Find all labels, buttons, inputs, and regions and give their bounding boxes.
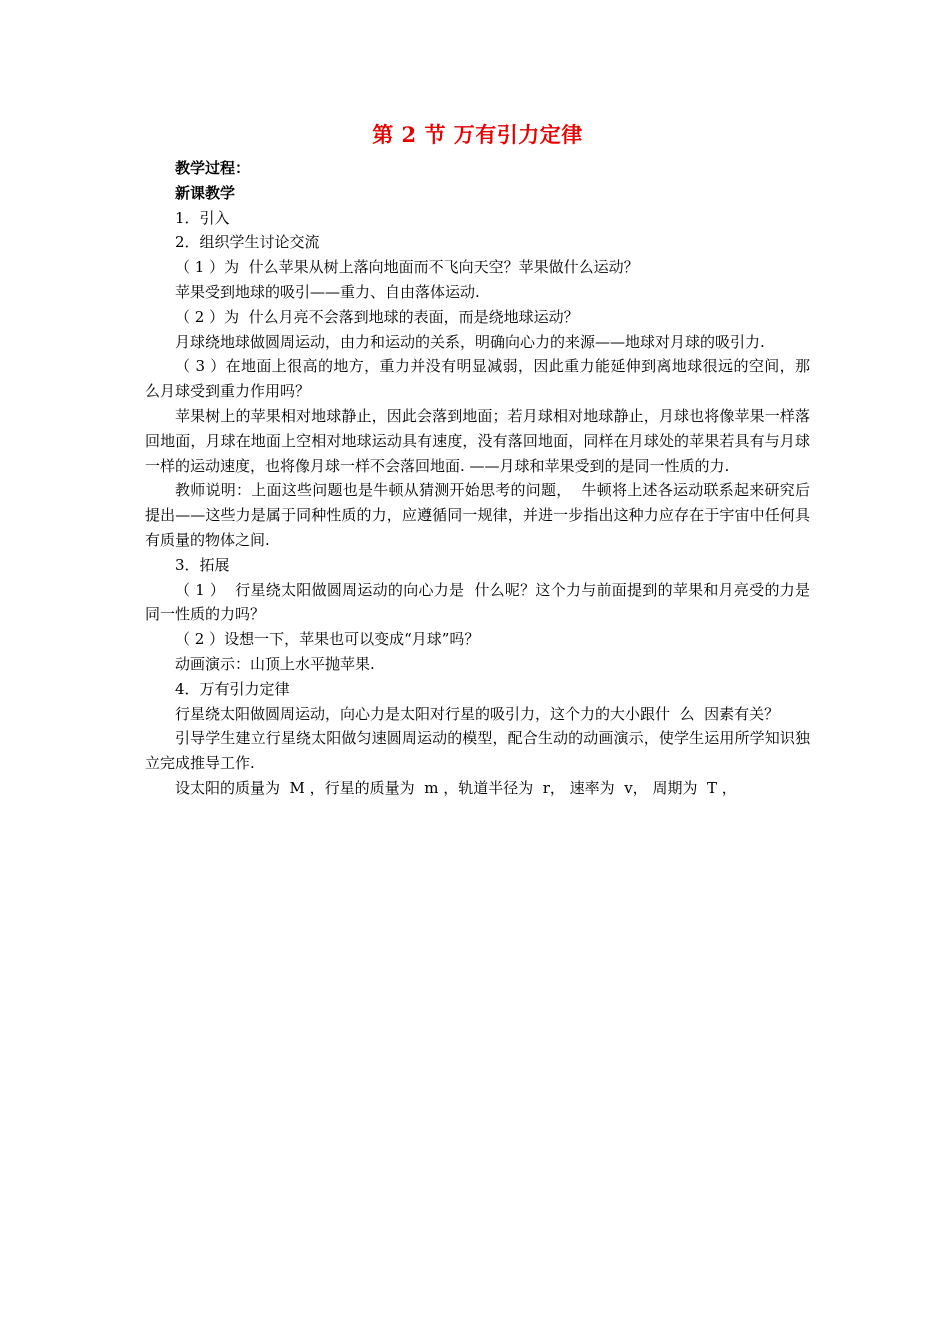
question-3: （ 3 ）在地面上很高的地方，重力并没有明显减弱，因此重力能延伸到离地球很远的空间，那 么月球受到重力作用吗？ bbox=[145, 357, 820, 401]
item-gravitation-law: 4．万有引力定律 bbox=[175, 679, 290, 698]
document-page bbox=[145, 118, 820, 801]
animation-demo: 动画演示：山顶上水平抛苹果. bbox=[175, 654, 375, 673]
section-heading-new-lesson: 新课教学 bbox=[175, 183, 236, 202]
extension-question-2: （ 2 ）设想一下，苹果也可以变成“月球”吗？ bbox=[175, 630, 480, 649]
teacher-explanation: 教师说明：上面这些问题也是牛顿从猜测开始思考的问题， 牛顿将上述各运动联系起来研究后提出——这些力是属于同种性质的力，应遵循同一规律，并进一步指出这种力应存在于宇宙中任何具有质量的物体之间. bbox=[145, 481, 810, 549]
item-discussion: 2．组织学生讨论交流 bbox=[175, 233, 320, 252]
answer-1: 苹果受到地球的吸引——重力、自由落体运动. bbox=[175, 282, 480, 301]
question-1: （ 1 ）为 什么苹果从树上落向地面而不飞向天空？苹果做什么运动？ bbox=[175, 258, 639, 277]
answer-2: 月球绕地球做圆周运动，由力和运动的关系，明确向心力的来源——地球对月球的吸引力. bbox=[175, 332, 765, 351]
item-introduction: 1．引入 bbox=[175, 208, 230, 227]
gravitation-question: 行星绕太阳做圆周运动，向心力是太阳对行星的吸引力，这个力的大小跟什 么 因素有关？ bbox=[175, 704, 780, 723]
document-title: 第 2 节 万有引力定律 bbox=[372, 122, 583, 147]
guide-students: 引导学生建立行星绕太阳做匀速圆周运动的模型，配合生动的动画演示，使学生运用所学知识独立完成推导工作. bbox=[145, 729, 810, 773]
question-2: （ 2 ）为 什么月亮不会落到地球的表面，而是绕地球运动？ bbox=[175, 307, 579, 326]
answer-3: 苹果树上的苹果相对地球静止，因此会落到地面；若月球相对地球静止，月球也将像苹果一样落回地面，月球在地面上空相对地球运动具有速度，没有落回地面，同样在月球处的苹果若具有与月球一样的运动速度，也将像月球一样不会落回地面. ——月球和苹果受到的是同一性质的力. bbox=[145, 406, 810, 475]
section-heading-process: 教学过程： bbox=[175, 159, 251, 177]
variable-definitions: 设太阳的质量为 M ，行星的质量为 m ，轨道半径为 r， 速率为 v， 周期为 T ， bbox=[175, 778, 737, 797]
extension-question-1: （ 1 ） 行星绕太阳做圆周运动的向心力是 什么呢？这个力与前面提到的苹果和月亮受的力是同一性质的力吗？ bbox=[145, 580, 810, 624]
item-extension: 3．拓展 bbox=[175, 555, 230, 574]
